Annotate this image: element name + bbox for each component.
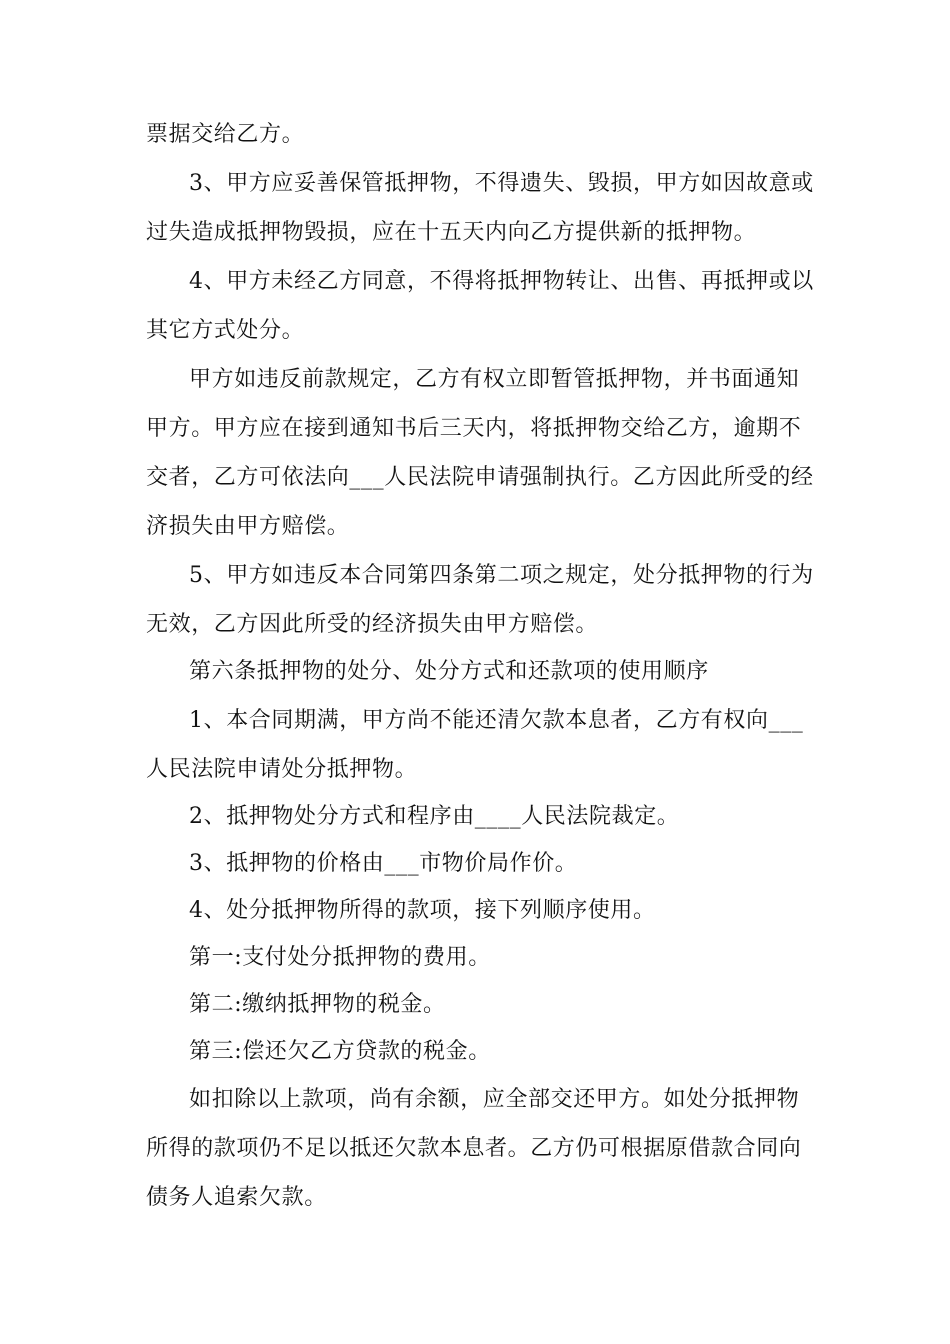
text-line: 第二:缴纳抵押物的税金。 xyxy=(189,992,446,1017)
text-line: 如扣除以上款项，尚有余额，应全部交还甲方。如处分抵押物 xyxy=(189,1087,800,1112)
text-line: 无效，乙方因此所受的经济损失由甲方赔偿。 xyxy=(146,612,599,637)
text-line: 1、本合同期满，甲方尚不能还清欠款本息者，乙方有权向___ xyxy=(189,708,804,733)
text-line: 过失造成抵押物毁损，应在十五天内向乙方提供新的抵押物。 xyxy=(146,220,757,245)
text-line: 债务人追索欠款。 xyxy=(146,1185,327,1210)
text-line: 3、甲方应妥善保管抵押物，不得遗失、毁损，甲方如因故意或 xyxy=(189,171,814,196)
text-line: 济损失由甲方赔偿。 xyxy=(146,514,350,539)
text-line: 甲方如违反前款规定，乙方有权立即暂管抵押物，并书面通知 xyxy=(189,367,800,392)
text-line: 第三:偿还欠乙方贷款的税金。 xyxy=(189,1039,491,1064)
section-heading: 第六条抵押物的处分、处分方式和还款项的使用顺序 xyxy=(189,659,709,684)
text-line: 人民法院申请处分抵押物。 xyxy=(146,757,418,782)
text-line: 5、甲方如违反本合同第四条第二项之规定，处分抵押物的行为 xyxy=(189,563,814,588)
text-line: 2、抵押物处分方式和程序由____人民法院裁定。 xyxy=(189,804,680,829)
text-line: 甲方。甲方应在接到通知书后三天内，将抵押物交给乙方，逾期不 xyxy=(146,416,802,441)
text-line: 4、甲方未经乙方同意，不得将抵押物转让、出售、再抵押或以 xyxy=(189,269,814,294)
text-line: 4、处分抵押物所得的款项，接下列顺序使用。 xyxy=(189,898,656,923)
text-line: 第一:支付处分抵押物的费用。 xyxy=(189,945,491,970)
text-line: 票据交给乙方。 xyxy=(146,122,305,147)
text-line: 3、抵押物的价格由___市物价局作价。 xyxy=(189,851,578,876)
text-line: 其它方式处分。 xyxy=(146,318,305,343)
text-line: 所得的款项仍不足以抵还欠款本息者。乙方仍可根据原借款合同向 xyxy=(146,1136,802,1161)
text-line: 交者，乙方可依法向___人民法院申请强制执行。乙方因此所受的经 xyxy=(146,465,814,490)
